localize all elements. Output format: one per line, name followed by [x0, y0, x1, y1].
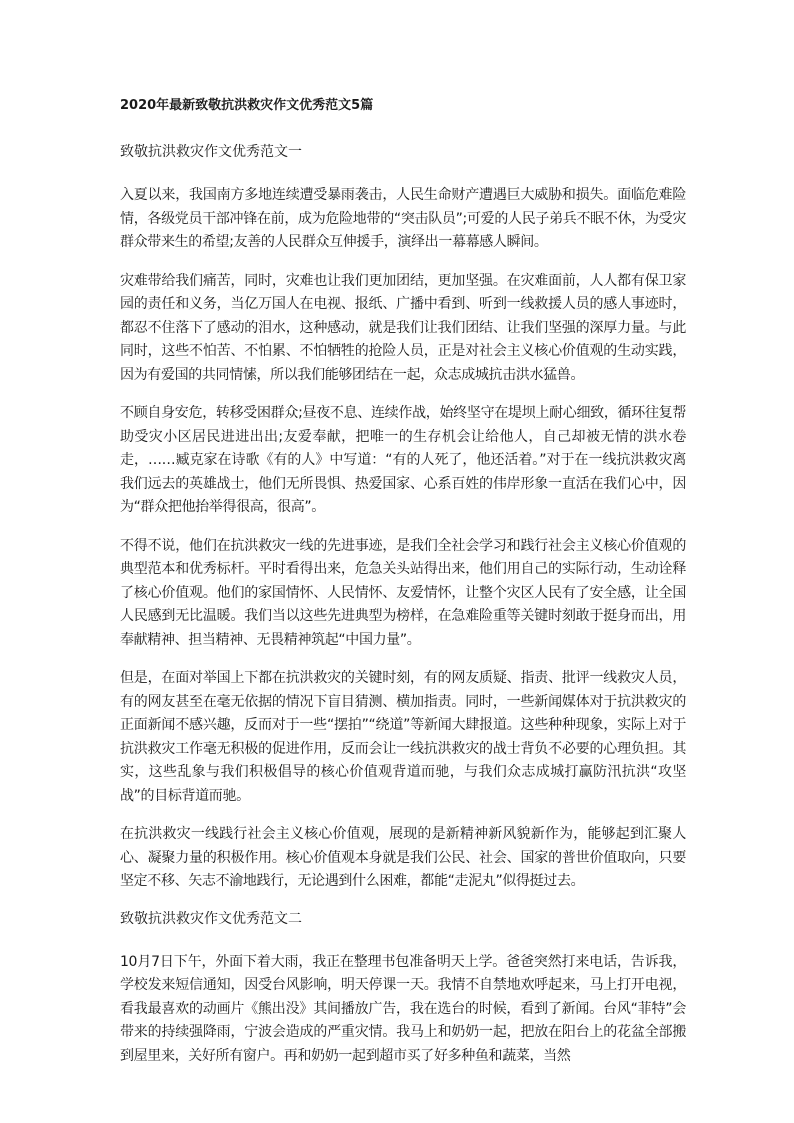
- paragraph: 10月7日下午，外面下着大雨，我正在整理书包准备明天上学。爸爸突然打来电话，告诉我，学校发来短信通知，因受台风影响，明天停课一天。我情不自禁地欢呼起来，马上打开电视，看我最喜欢的动画片《熊出没》其间播放广告，我在选台的时候，看到了新闻。台风“菲特”会带来的持续强降雨，宁波会造成的严重灾情。我马上和奶奶一起，把放在阳台上的花盆全部搬到屋里来，关好所有窗户。再和奶奶一起到超市买了好多种鱼和蔬菜，当然: [120, 953, 686, 1064]
- document-page: [120, 96, 686, 1083]
- document-title: 2020年最新致敬抗洪救灾作文优秀范文5篇: [120, 98, 374, 113]
- paragraph: 入夏以来，我国南方多地连续遭受暴雨袭击，人民生命财产遭遇巨大威胁和损失。面临危难险情，各级党员干部冲锋在前，成为危险地带的“突击队员”;可爱的人民子弟兵不眠不休，为受灾群众带来生的希望;友善的人民群众互伸援手，演绎出一幕幕感人瞬间。: [120, 187, 686, 250]
- paragraph: 在抗洪救灾一线践行社会主义核心价值观，展现的是新精神新风貌新作为，能够起到汇聚人心、凝聚力量的积极作用。核心价值观本身就是我们公民、社会、国家的普世价值取向，只要坚定不移、矢志不渝地践行，无论遇到什么困难，都能“走泥丸”似得挺过去。: [120, 826, 686, 889]
- paragraph: 不顾自身安危，转移受困群众;昼夜不息、连续作战，始终坚守在堤坝上耐心细致，循环往复帮助受灾小区居民进进出出;友爱奉献，把唯一的生存机会让给他人，自己却被无情的洪水卷走，……臧克家在诗歌《有的人》中写道：“有的人死了，他还活着。”对于在一线抗洪救灾离我们远去的英雄战士，他们无所畏惧、热爱国家、心系百姓的伟岸形象一直活在我们心中，因为“群众把他抬举得很高，很高”。: [120, 405, 686, 515]
- section-heading-1: 致敬抗洪救灾作文优秀范文一: [120, 144, 302, 160]
- paragraph: 但是，在面对举国上下都在抗洪救灾的关键时刻，有的网友质疑、指责、批评一线救灾人员，有的网友甚至在毫无依据的情况下盲目猜测、横加指责。同时，一些新闻媒体对于抗洪救灾的正面新闻不感兴趣，反而对于一些“摆拍”“绕道”等新闻大肆报道。这些种种现象，实际上对于抗洪救灾工作毫无积极的促进作用，反而会让一线抗洪救灾的战士背负不必要的心理负担。其实，这些乱象与我们积极倡导的核心价值观背道而驰，与我们众志成城打赢防汛抗洪“攻坚战”的目标背道而驰。: [120, 670, 686, 804]
- paragraph: 不得不说，他们在抗洪救灾一线的先进事迹，是我们全社会学习和践行社会主义核心价值观的典型范本和优秀标杆。平时看得出来，危急关头站得出来，他们用自己的实际行动，生动诠释了核心价值观。他们的家国情怀、人民情怀、友爱情怀，让整个灾区人民有了安全感，让全国人民感到无比温暖。我们当以这些先进典型为榜样，在急难险重等关键时刻敢于挺身而出，用奉献精神、担当精神、无畏精神筑起“中国力量”。: [120, 537, 686, 648]
- section-heading-2: 致敬抗洪救灾作文优秀范文二: [120, 910, 302, 927]
- paragraph: 灾难带给我们痛苦，同时，灾难也让我们更加团结，更加坚强。在灾难面前，人人都有保卫家园的责任和义务，当亿万国人在电视、报纸、广播中看到、听到一线救援人员的感人事迹时，都忍不住落下了感动的泪水，这种感动，就是我们让我们团结、让我们坚强的深厚力量。与此同时，这些不怕苦、不怕累、不怕牺牲的抢险人员，正是对社会主义核心价值观的生动实践，因为有爱国的共同情愫，所以我们能够团结在一起，众志成城抗击洪水猛兽。: [120, 272, 686, 383]
